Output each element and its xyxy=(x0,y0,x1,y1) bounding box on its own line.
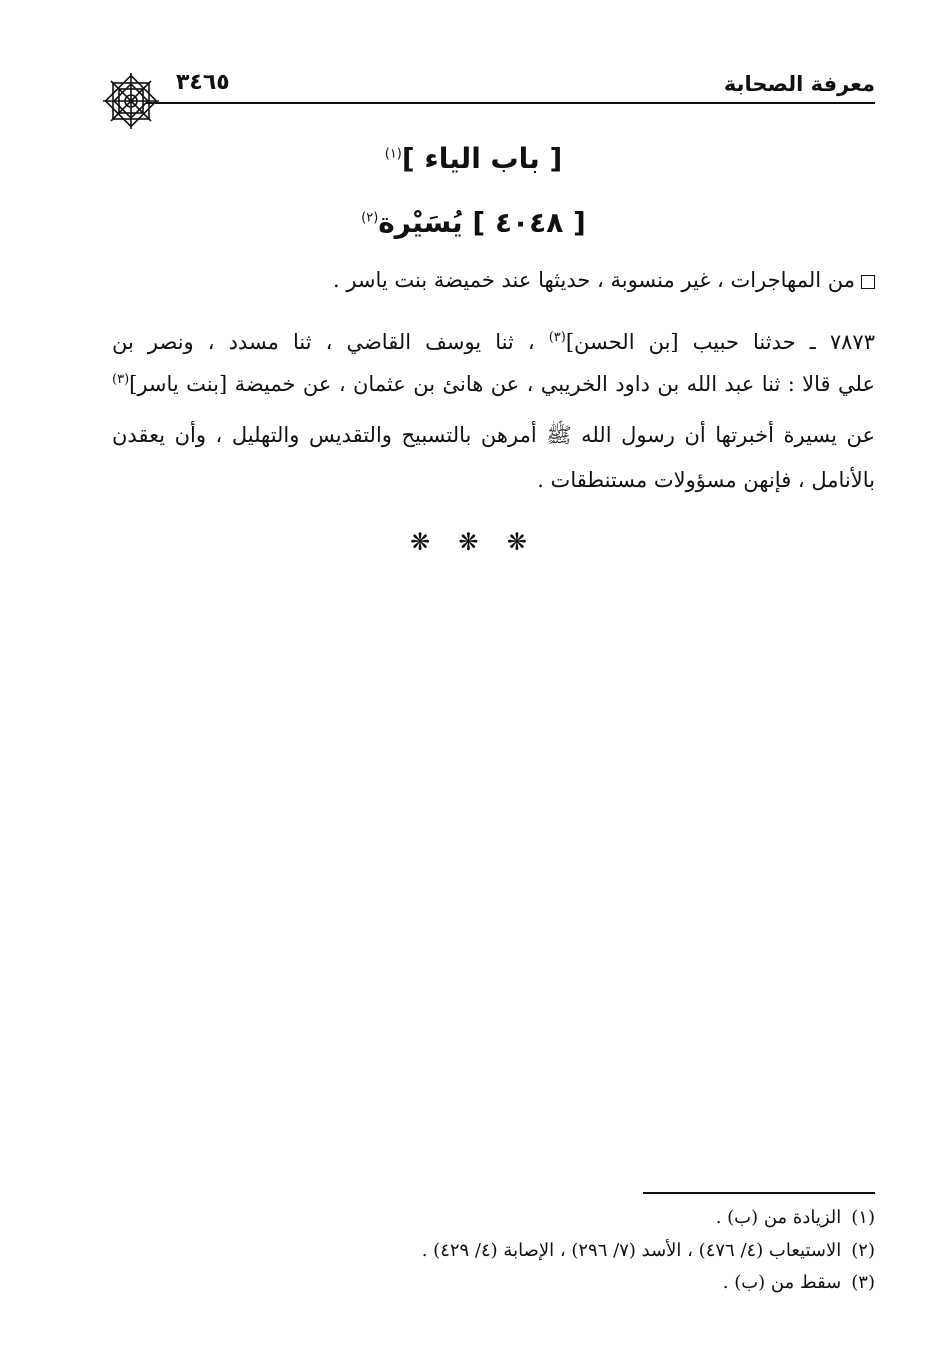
footnote-number: (٢) xyxy=(851,1240,875,1261)
body-text: علي قالا : ثنا عبد الله بن داود الخريبي ، عن هانئ بن عثمان ، عن خميضة [بنت ياسر] xyxy=(129,372,875,396)
chapter-heading xyxy=(0,142,947,175)
body-text: ٧٨٧٣ ـ حدثنا حبيب [بن الحسن] xyxy=(565,330,875,354)
footnote-ref: (٢) xyxy=(361,210,379,226)
chapter-title: [ باب الياء ] xyxy=(401,142,563,175)
page-number: ٣٤٦٥ xyxy=(176,70,230,95)
running-header-title: معرفة الصحابة xyxy=(723,72,875,96)
header-rule xyxy=(146,102,875,104)
body-text: ، ثنا يوسف القاضي ، ثنا مسدد ، ونصر بن xyxy=(112,330,549,354)
body-line-2 xyxy=(112,372,875,396)
body-text: بالأنامل ، فإنهن مسؤولات مستنطقات . xyxy=(537,468,875,492)
body-line-3 xyxy=(112,422,875,453)
footnote-text: الاستيعاب (٤/ ٤٧٦) ، الأسد (٧/ ٢٩٦) ، الإصابة (٤/ ٤٢٩) . xyxy=(421,1240,842,1261)
body-line-4 xyxy=(112,468,875,492)
entry-heading xyxy=(0,206,947,239)
body-line-1 xyxy=(112,330,875,354)
footnote-rule xyxy=(643,1192,875,1194)
entry-intro xyxy=(333,268,875,292)
footnote-ref: (١) xyxy=(384,146,402,162)
entry-name: يُسَيْرة xyxy=(378,206,463,239)
footnote-3 xyxy=(723,1272,875,1293)
footnote-ref: (٣) xyxy=(112,372,130,387)
body-text: عن يسيرة أخبرتها أن رسول الله ﷺ أمرهن بالتسبيح والتقديس والتهليل ، وأن يعقدن xyxy=(112,423,875,447)
footnote-1 xyxy=(716,1207,875,1228)
entry-number: [ ٤٠٤٨ ] xyxy=(472,206,586,239)
footnote-text: الزيادة من (ب) . xyxy=(715,1207,842,1228)
footnote-ref: (٣) xyxy=(548,330,566,345)
footnote-text: سقط من (ب) . xyxy=(722,1272,842,1293)
footnote-number: (٣) xyxy=(851,1272,875,1293)
octagram-ornament-icon xyxy=(100,70,162,132)
section-separator: ❋ ❋ ❋ xyxy=(409,528,538,556)
intro-text: من المهاجرات ، غير منسوبة ، حديثها عند خميضة بنت ياسر . xyxy=(332,268,855,292)
footnote-2 xyxy=(422,1240,875,1261)
square-bullet-icon xyxy=(861,275,875,289)
footnote-number: (١) xyxy=(851,1207,875,1228)
